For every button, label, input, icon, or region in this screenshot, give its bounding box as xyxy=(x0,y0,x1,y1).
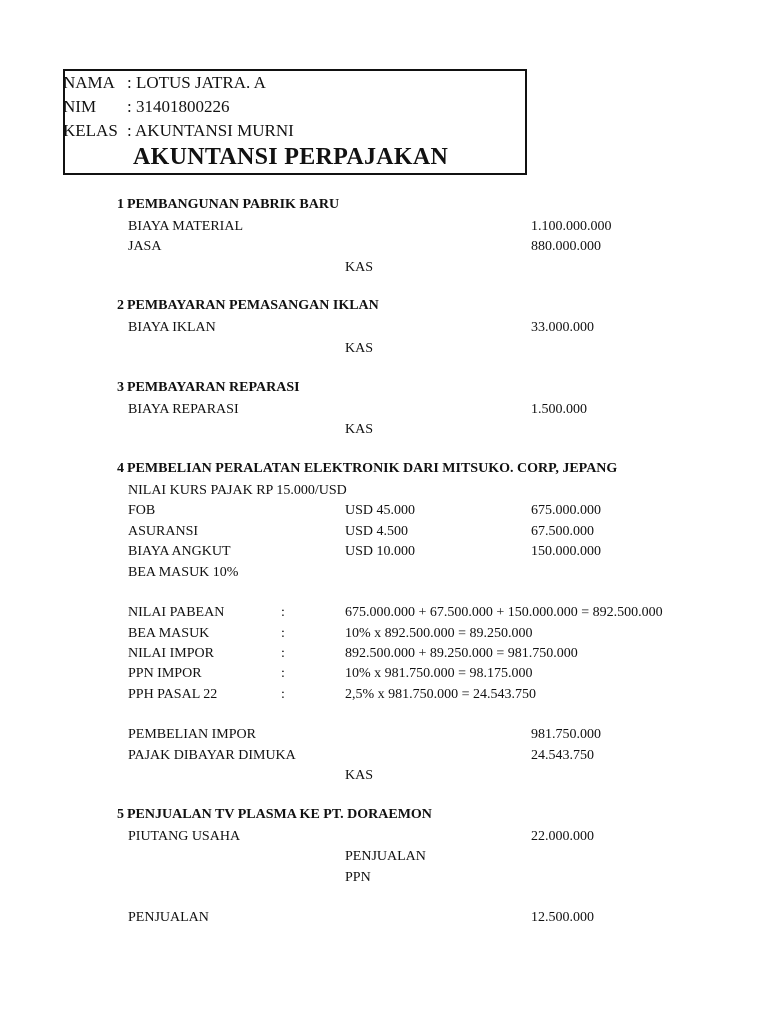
s1-account-jasa: JASA xyxy=(128,239,162,254)
section-4-number: 4 xyxy=(117,461,124,476)
s4-calc-colon: : xyxy=(281,687,285,702)
s5-credit-penjualan: PENJUALAN xyxy=(345,849,426,864)
s5-account-piutang-usaha: PIUTANG USAHA xyxy=(128,829,241,844)
s4-calc-colon: : xyxy=(281,605,285,620)
nama-label: NAMA xyxy=(63,73,115,92)
s4-item-label: BIAYA ANGKUT xyxy=(128,544,231,559)
section-4-title: PEMBELIAN PERALATAN ELEKTRONIK DARI MITSUKO. CORP, JEPANG xyxy=(127,461,618,476)
s4-credit-kas: KAS xyxy=(345,768,374,783)
s1-credit-kas: KAS xyxy=(345,260,374,275)
section-2-title: PEMBAYARAN PEMASANGAN IKLAN xyxy=(127,298,379,313)
kelas-label: KELAS xyxy=(63,121,118,140)
s4-item-label: BEA MASUK 10% xyxy=(128,565,239,580)
s4-item-usd: USD 10.000 xyxy=(345,544,416,559)
s4-calc-label: BEA MASUK xyxy=(128,626,210,641)
s4-item-usd: USD 45.000 xyxy=(345,503,416,518)
s1-amount-biaya-material: 1.100.000.000 xyxy=(531,219,612,234)
s4-calc-label: NILAI IMPOR xyxy=(128,646,214,661)
s4-calc-label: PPH PASAL 22 xyxy=(128,687,218,702)
s4-calc-colon: : xyxy=(281,666,285,681)
s3-account-biaya-reparasi: BIAYA REPARASI xyxy=(128,402,239,417)
s4-journal-account: PAJAK DIBAYAR DIMUKA xyxy=(128,748,296,763)
s4-kurs: NILAI KURS PAJAK RP 15.000/USD xyxy=(128,483,347,498)
s4-item-label: FOB xyxy=(128,503,156,518)
s4-calc-colon: : xyxy=(281,646,285,661)
s5-amount-penjualan: 12.500.000 xyxy=(531,910,594,925)
s3-amount-biaya-reparasi: 1.500.000 xyxy=(531,402,587,417)
page-title: AKUNTANSI PERPAJAKAN xyxy=(133,144,449,170)
s4-calc-formula: 10% x 892.500.000 = 89.250.000 xyxy=(345,626,533,641)
s5-account-penjualan: PENJUALAN xyxy=(128,910,209,925)
s4-item-usd: USD 4.500 xyxy=(345,524,409,539)
s4-calc-label: PPN IMPOR xyxy=(128,666,202,681)
s2-account-biaya-iklan: BIAYA IKLAN xyxy=(128,320,216,335)
section-3-title: PEMBAYARAN REPARASI xyxy=(127,380,300,395)
s4-item-idr: 67.500.000 xyxy=(531,524,594,539)
s4-calc-formula: 892.500.000 + 89.250.000 = 981.750.000 xyxy=(345,646,578,661)
s3-credit-kas: KAS xyxy=(345,422,374,437)
section-1-title: PEMBANGUNAN PABRIK BARU xyxy=(127,197,340,212)
nama-line xyxy=(63,73,266,93)
section-1-number: 1 xyxy=(117,197,124,212)
s4-item-idr: 675.000.000 xyxy=(531,503,601,518)
s5-credit-ppn: PPN xyxy=(345,870,371,885)
s1-amount-jasa: 880.000.000 xyxy=(531,239,601,254)
section-5-title: PENJUALAN TV PLASMA KE PT. DORAEMON xyxy=(127,807,432,822)
s1-account-biaya-material: BIAYA MATERIAL xyxy=(128,219,243,234)
s2-credit-kas: KAS xyxy=(345,341,374,356)
s4-item-idr: 150.000.000 xyxy=(531,544,601,559)
section-3-number: 3 xyxy=(117,380,124,395)
s4-calc-formula: 2,5% x 981.750.000 = 24.543.750 xyxy=(345,687,537,702)
s4-journal-account: PEMBELIAN IMPOR xyxy=(128,727,256,742)
s4-journal-amount: 981.750.000 xyxy=(531,727,601,742)
kelas-line xyxy=(63,121,294,141)
s4-calc-label: NILAI PABEAN xyxy=(128,605,225,620)
s4-calc-formula: 10% x 981.750.000 = 98.175.000 xyxy=(345,666,533,681)
nim-label: NIM xyxy=(63,97,97,116)
s5-amount-piutang-usaha: 22.000.000 xyxy=(531,829,594,844)
nim-value: : 31401800226 xyxy=(127,97,230,116)
s4-calc-formula: 675.000.000 + 67.500.000 + 150.000.000 = 892.500.000 xyxy=(345,605,663,620)
nama-value: : LOTUS JATRA. A xyxy=(127,73,266,92)
s4-item-label: ASURANSI xyxy=(128,524,199,539)
s2-amount-biaya-iklan: 33.000.000 xyxy=(531,320,594,335)
section-2-number: 2 xyxy=(117,298,124,313)
s4-calc-colon: : xyxy=(281,626,285,641)
section-5-number: 5 xyxy=(117,807,124,822)
nim-line xyxy=(63,97,229,117)
s4-journal-amount: 24.543.750 xyxy=(531,748,594,763)
kelas-value: : AKUNTANSI MURNI xyxy=(127,121,294,140)
